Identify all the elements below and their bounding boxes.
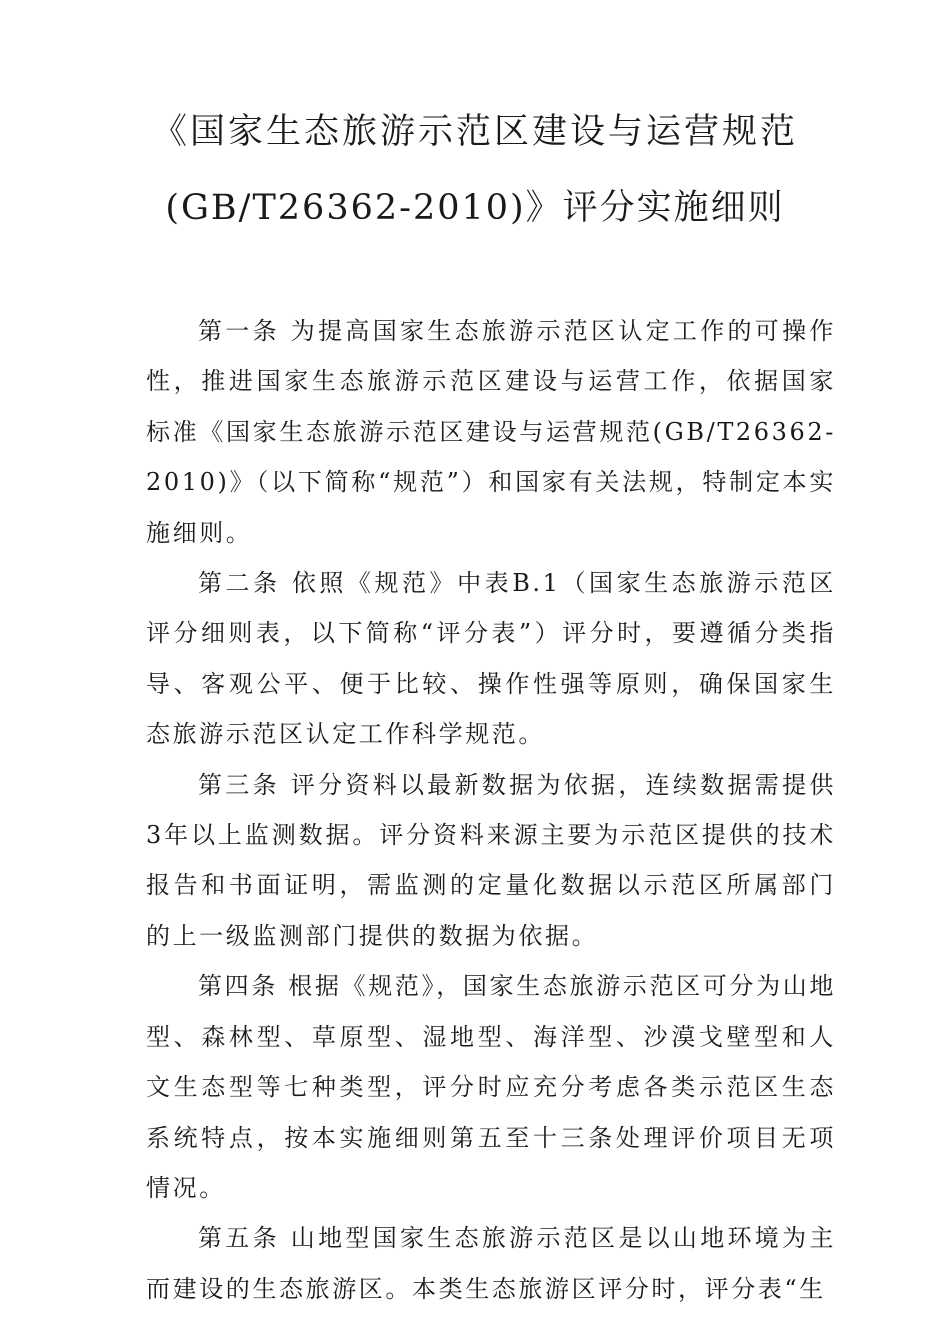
- article-5-paragraph: 第五条 山地型国家生态旅游示范区是以山地环境为主而建设的生态旅游区。本类生态旅游区评分时，评分表“生: [146, 1224, 836, 1303]
- article-3-paragraph: 第三条 评分资料以最新数据为依据，连续数据需提供3年以上监测数据。评分资料来源主要为示范区提供的技术报告和书面证明，需监测的定量化数据以示范区所属部门的上一级监测部门提供的数据为依据。: [146, 770, 836, 950]
- document-body: [146, 306, 836, 1314]
- article-1-paragraph: 第一条 为提高国家生态旅游示范区认定工作的可操作性，推进国家生态旅游示范区建设与运营工作，依据国家标准《国家生态旅游示范区建设与运营规范(GB/T26362-2010)》（以下简称“规范”）和国家有关法规，特制定本实施细则。: [146, 317, 836, 547]
- article-2-paragraph: 第二条 依照《规范》中表B.1（国家生态旅游示范区评分细则表，以下简称“评分表”）评分时，要遵循分类指导、客观公平、便于比较、操作性强等原则，确保国家生态旅游示范区认定工作科学规范。: [146, 569, 836, 749]
- document-title-line-1: 《国家生态旅游示范区建设与运营规范: [151, 112, 798, 152]
- document-title-line-2: (GB/T26362-2010)》评分实施细则: [165, 188, 785, 228]
- article-4-paragraph: 第四条 根据《规范》，国家生态旅游示范区可分为山地型、森林型、草原型、湿地型、海洋型、沙漠戈壁型和人文生态型等七种类型，评分时应充分考虑各类示范区生态系统特点，按本实施细则第五至十三条处理评价项目无项情况。: [146, 972, 836, 1202]
